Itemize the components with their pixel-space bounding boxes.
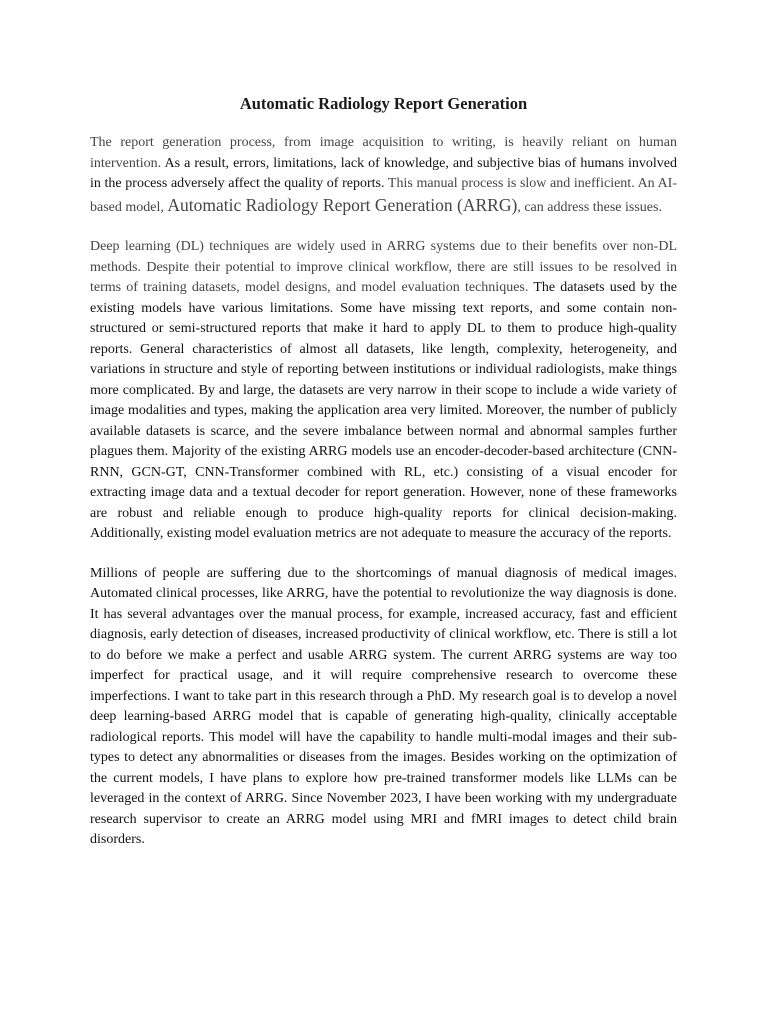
document-title: Automatic Radiology Report Generation (239, 94, 528, 113)
intro-sentence-2: As a result, errors, limitations, lack of knowledge, and subjective bias of humans involved in the process adversely affect the quality of reports. (90, 155, 677, 191)
paragraph-deep-learning (90, 237, 677, 545)
intro-sentence-3: This manual process is slow and inefficient. An AI-based model, (90, 176, 678, 215)
paragraph-research-goal (90, 564, 677, 851)
goal-text: Millions of people are suffering due to the shortcomings of manual diagnosis of medical images. Automated clinical processes, like ARRG, have the potential to revolutionize the way diagnosis is done. It has several advantages over the manual process, for example, increased accuracy, fast and efficient diagnosis, early detection of diseases, increased productivity of clinical workflow, etc. There is still a lot to do before we make a perfect and usable ARRG system. The current ARRG systems are way too imperfect for practical usage, and it will require comprehensive research to overcome these imperfections. I want to take part in this research through a PhD. My research goal is to develop a novel deep learning-based ARRG model that is capable of generating high-quality, clinically acceptable radiological reports. This model will have the capability to handle multi-modal images and their sub-types to detect any abnormalities or diseases from the images. Besides working on the optimization of the current models, I have plans to explore how pre-trained transformer models like LLMs can be leveraged in the context of ARRG. Since November 2023, I have been working with my undergraduate research supervisor to create an ARRG model using MRI and fMRI images to detect child brain disorders. (90, 565, 677, 847)
intro-sentence-5: , can address these issues. (517, 199, 662, 215)
dl-sentence-2: The datasets used by the existing models have various limitations. Some have missing text reports, and some contain non-structured or semi-structured reports that make it hard to apply DL to them to produce high-quality reports. General characteristics of almost all datasets, like length, complexity, heterogeneity, and variations in structure and style of reporting between institutions or individual radiologists, make things more complicated. By and large, the datasets are very narrow in their scope to include a wide variety of image modalities and types, making the application area very limited. Moreover, the number of publicly available datasets is scarce, and the severe imbalance between normal and abnormal samples further plagues them. Majority of the existing ARRG models use an encoder-decoder-based architecture (CNN-RNN, GCN-GT, CNN-Transformer combined with RL, etc.) consisting of a visual encoder for extracting image data and a textual decoder for report generation. However, none of these frameworks are robust and reliable enough to produce high-quality reports for clinical decision-making. Additionally, existing model evaluation metrics are not adequate to measure the accuracy of the reports. (90, 280, 677, 541)
arrg-term: Automatic Radiology Report Generation (ARRG) (167, 194, 518, 215)
paragraph-intro (90, 133, 677, 218)
dl-sentence-1: Deep learning (DL) techniques are widely used in ARRG systems due to their benefits over non-DL methods. Despite their potential to improve clinical workflow, there are still issues to be resolved in terms of training datasets, model designs, and model evaluation techniques. (90, 239, 677, 295)
document-page (90, 92, 677, 870)
intro-sentence-1: The report generation process, from image acquisition to writing, is heavily reliant on human intervention. (90, 135, 677, 171)
